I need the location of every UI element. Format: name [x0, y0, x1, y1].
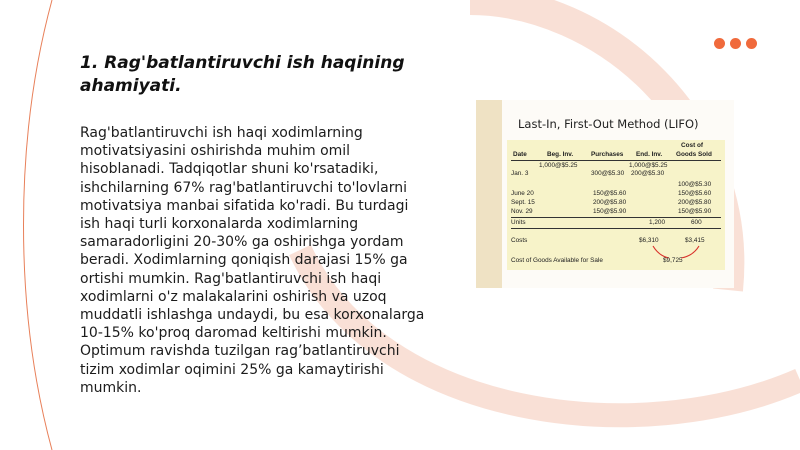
end-inv-first: 1,000@$5.25	[629, 162, 668, 169]
costs-label: Costs	[511, 237, 528, 244]
sept-purchase: 200@$5.80	[593, 199, 627, 206]
june-purchase: 150@$5.60	[593, 190, 627, 197]
arrow-right	[681, 246, 699, 258]
header-goods-sold: Goods Sold	[676, 151, 712, 158]
dot	[746, 38, 757, 49]
row-date-june: June 20	[511, 190, 534, 197]
jan-end-inv: 200@$5.30	[631, 170, 665, 177]
nov-cogs: 150@$5.90	[678, 208, 712, 215]
row-date-jan: Jan. 3	[511, 170, 529, 177]
costs-cogs: $3,415	[685, 237, 705, 244]
lifo-table	[507, 140, 725, 270]
nov-purchase: 150@$5.90	[593, 208, 627, 215]
sept-cogs: 200@$5.80	[678, 199, 712, 206]
header-end-inv: End. Inv.	[636, 151, 663, 158]
header-beg-inv: Beg. Inv.	[547, 151, 574, 158]
dot	[714, 38, 725, 49]
cogas-label: Cost of Goods Available for Sale	[511, 257, 603, 264]
figure-title: Last-In, First-Out Method (LIFO)	[518, 117, 699, 131]
units-label: Units	[511, 219, 526, 226]
slide-title: 1. Rag'batlantiruvchi ish haqining ahamiyati.	[80, 53, 405, 96]
header-cost-of: Cost of	[681, 142, 704, 149]
jan-purchase: 300@$5.30	[591, 170, 625, 177]
dot	[730, 38, 741, 49]
figure-strip	[476, 100, 502, 288]
costs-end-inv: $6,310	[639, 237, 659, 244]
menu-dots-icon	[714, 38, 757, 49]
header-purchases: Purchases	[591, 151, 624, 158]
row-date-nov: Nov. 29	[511, 208, 533, 215]
header-date: Date	[513, 151, 527, 158]
cogas-value: $9,725	[663, 257, 683, 264]
slide-body: Rag'batlantiruvchi ish haqi xodimlarning motivatsiyasini oshirishda muhim omil hisoblanadi. Tadqiqotlar shuni ko'rsatadiki, ishchilarning 67% rag'batlantiruvchi to'lovlarni motivatsiya manbai sifatida ko'radi. Bu turdagi ish haqi turli korxonalarda xodimlarning samaradorligini 20-30% ga oshirishga yordam beradi. Xodimlarning qoniqish darajasi 15% ga ortishi mumkin. Rag'batlantiruvchi ish haqi xodimlarni o'z malakalarini oshirish va uzoq muddatli ishlashga undaydi, bu esa korxonalarga 10-15% ko'proq daromad keltirishi mumkin. Optimum ravishda tuzilgan rag’batlantiruvchi tizim xodimlar oqimini 25% ga kamaytirishi mumkin.	[80, 125, 425, 396]
units-end-inv: 1,200	[649, 219, 665, 226]
row-date-sept: Sept. 15	[511, 199, 535, 206]
jan-cogs: 100@$5.30	[678, 181, 712, 188]
beg-inv-value: 1,000@$5.25	[539, 162, 578, 169]
sum-arrows	[507, 140, 725, 270]
left-arc	[24, 0, 53, 450]
june-cogs: 150@$5.60	[678, 190, 712, 197]
units-cogs: 600	[691, 219, 702, 226]
